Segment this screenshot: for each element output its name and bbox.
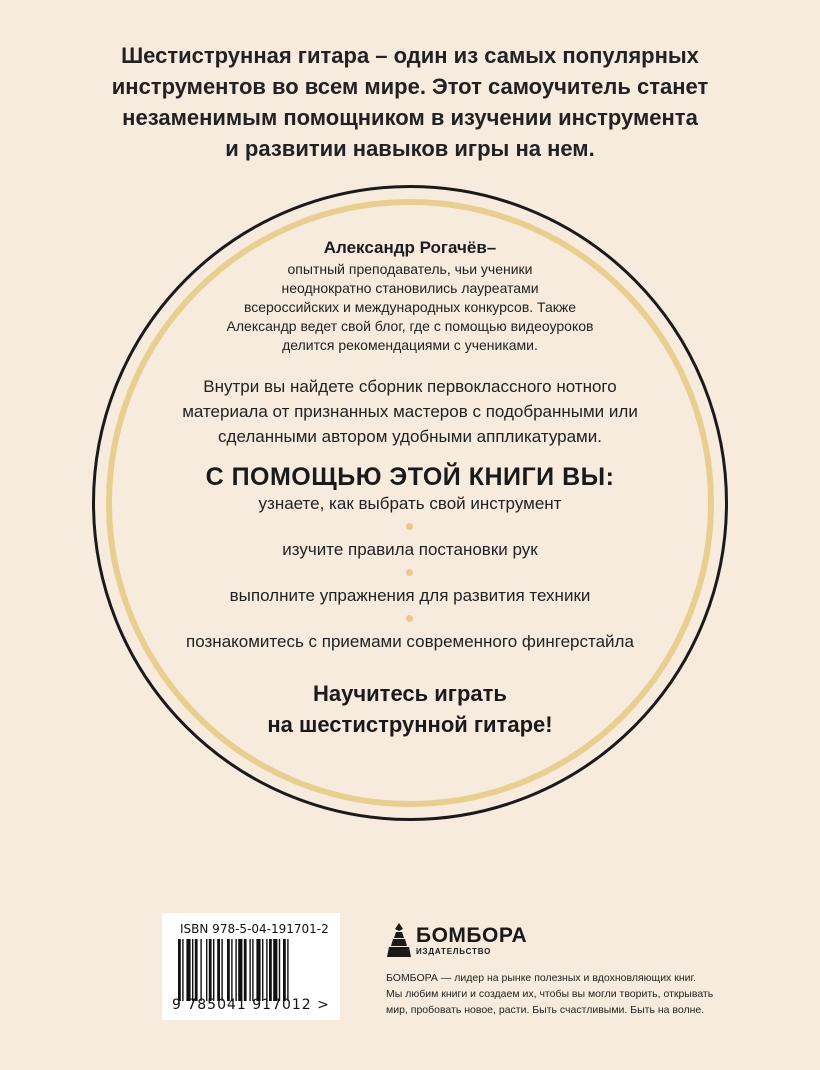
separator xyxy=(120,561,700,584)
intro-line: незаменимым помощником в изучении инструмента xyxy=(122,105,698,130)
benefit-item: познакомитесь с приемами современного фингерстайла xyxy=(186,632,634,651)
publisher-desc-line: Мы любим книги и создаем их, чтобы вы могли творить, открывать xyxy=(386,988,714,1000)
author-block xyxy=(170,238,650,355)
separator xyxy=(120,515,700,538)
barcode-digits: 9 785041 917012 > xyxy=(172,997,330,1013)
barcode-panel xyxy=(162,913,340,1020)
inside-line: Внутри вы найдете сборник первоклассного нотного xyxy=(203,377,617,396)
publisher-desc-line: мир, пробовать новое, расти. Быть счастливыми. Быть на волне. xyxy=(386,1004,705,1016)
separator xyxy=(120,607,700,630)
intro-line: и развитии навыков игры на нем. xyxy=(225,136,595,161)
publisher-logo-icon xyxy=(386,921,412,959)
benefit-item: изучите правила постановки рук xyxy=(282,540,538,559)
benefits-heading: С ПОМОЩЬЮ ЭТОЙ КНИГИ ВЫ: xyxy=(205,463,615,491)
author-bio-line: Александр ведет свой блог, где с помощью видеоуроков xyxy=(226,318,594,334)
publisher-logo xyxy=(386,920,746,960)
author-bio-line: делится рекомендациями с учениками. xyxy=(282,337,538,353)
publisher-description xyxy=(386,970,746,1018)
barcode-image xyxy=(178,939,328,1001)
dot-icon xyxy=(406,523,413,530)
publisher-block xyxy=(386,920,746,1018)
author-name: Александр Рогачёв– xyxy=(323,238,497,257)
cta-line: на шестиструнной гитаре! xyxy=(267,712,553,737)
intro-line: Шестиструнная гитара – один из самых популярных xyxy=(121,43,699,68)
isbn-label: ISBN 978-5-04-191701-2 xyxy=(180,922,329,936)
benefit-item: выполните упражнения для развития техники xyxy=(229,586,591,605)
dot-icon xyxy=(406,569,413,576)
cta-line: Научитесь играть xyxy=(313,681,507,706)
inside-description xyxy=(140,374,680,449)
publisher-name: БОМБОРА xyxy=(416,923,528,947)
intro-line: инструментов во всем мире. Этот самоучитель станет xyxy=(111,74,709,99)
author-bio-line: всероссийских и международных конкурсов. Также xyxy=(243,299,577,315)
publisher-subtitle: ИЗДАТЕЛЬСТВО xyxy=(416,946,492,956)
author-bio-line: опытный преподаватель, чьи ученики xyxy=(287,261,533,277)
dot-icon xyxy=(406,615,413,622)
intro-text xyxy=(60,40,760,164)
inside-line: материала от признанных мастеров с подобранными или xyxy=(182,402,638,421)
call-to-action xyxy=(160,678,660,740)
benefits-list xyxy=(120,492,700,653)
inside-line: сделанными автором удобными аппликатурами. xyxy=(218,427,602,446)
author-bio xyxy=(170,260,650,355)
benefit-item: узнаете, как выбрать свой инструмент xyxy=(258,494,562,513)
author-bio-line: неоднократно становились лауреатами xyxy=(281,280,539,296)
publisher-desc-line: БОМБОРА — лидер на рынке полезных и вдохновляющих книг. xyxy=(386,972,696,984)
